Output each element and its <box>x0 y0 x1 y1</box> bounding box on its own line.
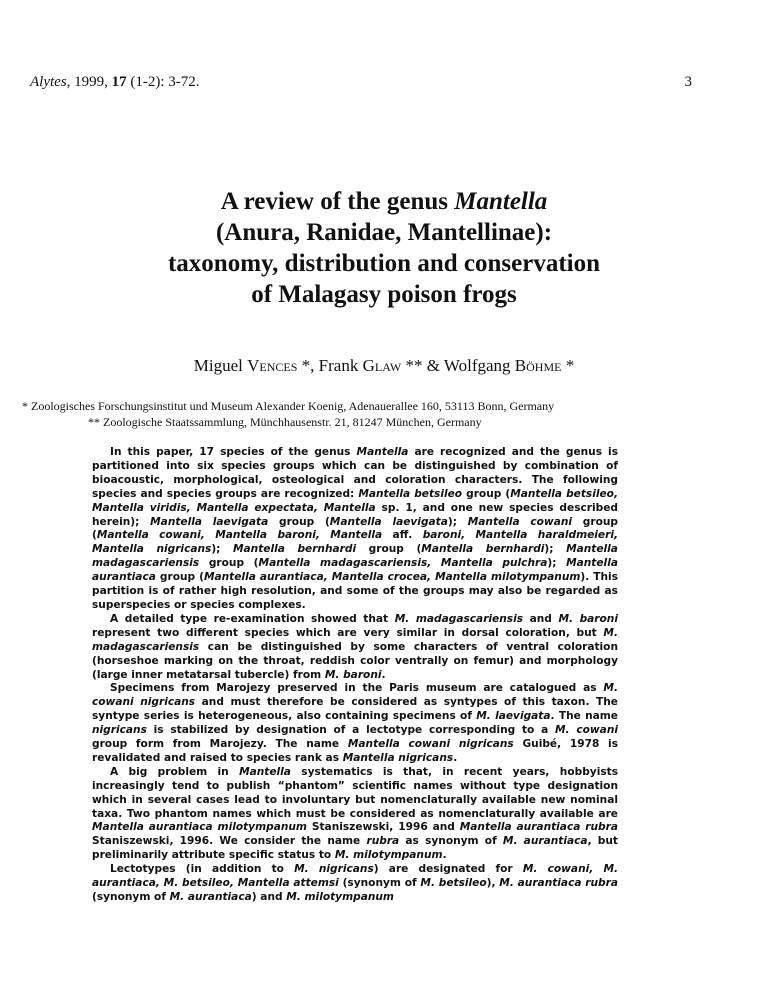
journal-name: Alytes <box>30 74 67 90</box>
taxon-name: M. laevigata <box>476 710 551 723</box>
abstract-text: Lectotypes (in addition to <box>110 863 295 876</box>
page-number: 3 <box>684 74 692 90</box>
taxon-name: M. aurantiaca <box>169 891 252 903</box>
taxon-name: M. nigricans <box>294 863 374 876</box>
taxon-name: M. milotympanum <box>334 849 443 862</box>
taxon-name: baroni, Mantella haraldmeieri, Mantella nigricans <box>92 529 618 556</box>
abstract-text: ) are designated for <box>373 863 523 876</box>
affiliation-1: * Zoologisches Forschungsinstitut und Museum Alexander Koenig, Adenauerallee 160, 53113 Bonn, Germany <box>22 399 555 413</box>
affiliation-2: ** Zoologische Staatssammlung, Münchhausenstr. 21, 81247 München, Germany <box>88 415 482 429</box>
taxon-name: nigricans <box>92 724 147 737</box>
abstract-text: is stabilized by designation of a lectotype corresponding to a <box>146 724 555 737</box>
abstract-text: In this paper, 17 species of the genus <box>110 446 357 458</box>
taxon-name: Mantella aurantiaca rubra <box>459 821 618 834</box>
abstract-text: ); <box>544 543 567 556</box>
taxon-name: M. aurantiaca rubra <box>499 877 619 890</box>
taxon-name: M. madagascariensis <box>92 626 618 653</box>
paper-title <box>0 186 768 310</box>
taxon-name: Mantella <box>356 446 409 458</box>
title-line-2: (Anura, Ranidae, Mantellinae): <box>215 219 553 246</box>
author-list <box>0 356 768 376</box>
taxon-name: Mantella madagascariensis, Mantella pulchra <box>258 557 548 570</box>
taxon-name: Mantella cowani nigricans <box>347 738 514 751</box>
author-3-mark: * <box>561 356 575 375</box>
abstract-text: Staniszewski, 1996 and <box>306 821 460 834</box>
abstract-text: Specimens from Marojezy preserved in the Paris museum are catalogued as <box>110 682 604 695</box>
taxon-name: Mantella betsileo <box>358 487 463 500</box>
abstract-text: Staniszewski, 1996. We consider the name <box>92 835 367 848</box>
title-line-1-prefix: A review of the genus <box>220 188 455 215</box>
abstract-text: are recognized and the genus is partitioned into six species groups which can be distinguished by combination of bioacoustic, morphological, osteological and coloration characters. The following species and species groups are recognized: <box>92 446 618 500</box>
abstract-text: group ( <box>155 571 204 584</box>
abstract-text: group ( <box>199 557 259 570</box>
abstract-text: A detailed type re-examination showed that <box>110 612 395 625</box>
abstract-text: systematics is that, in recent years, hobbyists increasingly tend to publish “phantom” scientific names without type designation which in several cases lead to involuntary but nomenclaturally available new nominal taxa. Two phantom names which must be considered as nomenclaturally available are <box>92 765 618 820</box>
taxon-name: Mantella aurantiaca milotympanum <box>92 821 307 834</box>
author-2-first: Frank <box>318 356 363 375</box>
author-1-first: Miguel <box>193 356 248 375</box>
taxon-name: Mantella cowani, Mantella baroni, Mantella <box>96 529 383 542</box>
abstract-text: ). This partition is of rather high resolution, and some of the groups may also be regarded as superspecies or species complexes. <box>92 571 618 611</box>
taxon-name: Mantella bernhardi <box>421 543 545 556</box>
author-3-last: Böhme <box>514 356 562 375</box>
taxon-name: Mantella betsileo, Mantella viridis, Mantella expectata, Mantella <box>92 487 618 514</box>
author-1-last: Vences <box>247 356 298 375</box>
abstract-text: . <box>381 668 386 681</box>
taxon-name: M. aurantiaca <box>502 835 588 848</box>
abstract-paragraph <box>92 766 618 863</box>
abstract-text: A big problem in <box>110 765 240 778</box>
abstract-text: can be distinguished by some characters of ventral coloration (horseshoe marking on the throat, reddish color ventrally on femur) and morphology (large inner metatarsal tubercle) from <box>92 640 618 681</box>
author-3-first: Wolfgang <box>443 356 515 375</box>
abstract-text: group ( <box>268 515 330 528</box>
title-line-1 <box>0 186 768 217</box>
abstract-text: . <box>453 751 458 764</box>
taxon-name: Mantella bernhardi <box>232 543 357 556</box>
abstract-text: , but preliminarily attribute specific status to <box>92 835 618 862</box>
author-2-last: Glaw <box>362 356 402 375</box>
taxon-name: Mantella aurantiaca <box>92 557 618 584</box>
taxon-name: Mantella cowani <box>467 515 573 528</box>
abstract-text: . The name <box>550 710 618 723</box>
abstract-text: group ( <box>356 543 422 556</box>
abstract-paragraph <box>92 682 618 765</box>
running-header <box>30 74 692 91</box>
abstract-text: ); <box>547 557 567 570</box>
abstract-paragraph <box>92 613 618 683</box>
abstract-text: group ( <box>462 487 511 500</box>
taxon-name: M. madagascariensis <box>394 612 524 625</box>
journal-issue-pages: (1-2): 3-72. <box>126 74 200 90</box>
author-2-mark: ** & <box>401 356 444 375</box>
abstract-text: . <box>442 849 447 862</box>
title-genus: Mantella <box>454 188 548 215</box>
taxon-name: M. cowani nigricans <box>92 682 618 709</box>
abstract-text: group form from Marojezy. The name <box>92 738 348 751</box>
journal-volume: 17 <box>111 74 127 90</box>
abstract-text: (synonym of <box>92 891 170 903</box>
taxon-name: M. milotympanum <box>286 891 394 903</box>
taxon-name: M. cowani <box>555 724 618 737</box>
abstract-text: and must therefore be considered as syntypes of this taxon. The syntype series is heterogeneous, also containing specimens of <box>92 696 618 723</box>
taxon-name: M. cowani, M. aurantiaca, M. betsileo, Mantella attemsi <box>92 863 619 890</box>
abstract-paragraph <box>92 446 618 613</box>
abstract-text: ); <box>211 543 233 556</box>
abstract-text: Guibé, 1978 is revalidated and raised to species rank as <box>92 738 618 764</box>
abstract-text: sp. 1, and one new species described herein); <box>92 501 618 528</box>
taxon-name: rubra <box>366 835 400 848</box>
abstract-text: (synonym of <box>338 877 421 890</box>
taxon-name: Mantella aurantiaca, Mantella crocea, Mantella milotympanum <box>203 571 581 584</box>
taxon-name: Mantella nigricans <box>342 751 454 764</box>
taxon-name: M. betsileo <box>420 877 487 890</box>
taxon-name: M. baroni <box>324 668 382 681</box>
abstract-text: represent two different species which are very similar in dorsal coloration, but <box>92 626 604 639</box>
abstract-text: ); <box>447 515 468 528</box>
abstract-text: aff. <box>382 529 423 542</box>
abstract-text: and <box>523 612 559 625</box>
journal-year: , 1999, <box>66 74 112 90</box>
title-line-4: of Malagasy poison frogs <box>251 281 517 308</box>
abstract-paragraph <box>92 863 618 905</box>
abstract <box>92 446 618 905</box>
abstract-text: as synonym of <box>399 835 503 848</box>
taxon-name: M. baroni <box>558 612 618 625</box>
abstract-text: ) and <box>251 891 287 903</box>
abstract-text: ), <box>486 877 500 890</box>
author-1-mark: *, <box>297 356 319 375</box>
taxon-name: Mantella laevigata <box>329 515 448 528</box>
taxon-name: Mantella laevigata <box>150 515 269 528</box>
taxon-name: Mantella madagascariensis <box>92 543 618 570</box>
title-line-3: taxonomy, distribution and conservation <box>167 250 600 277</box>
abstract-text: group ( <box>92 515 618 542</box>
taxon-name: Mantella <box>239 765 291 778</box>
